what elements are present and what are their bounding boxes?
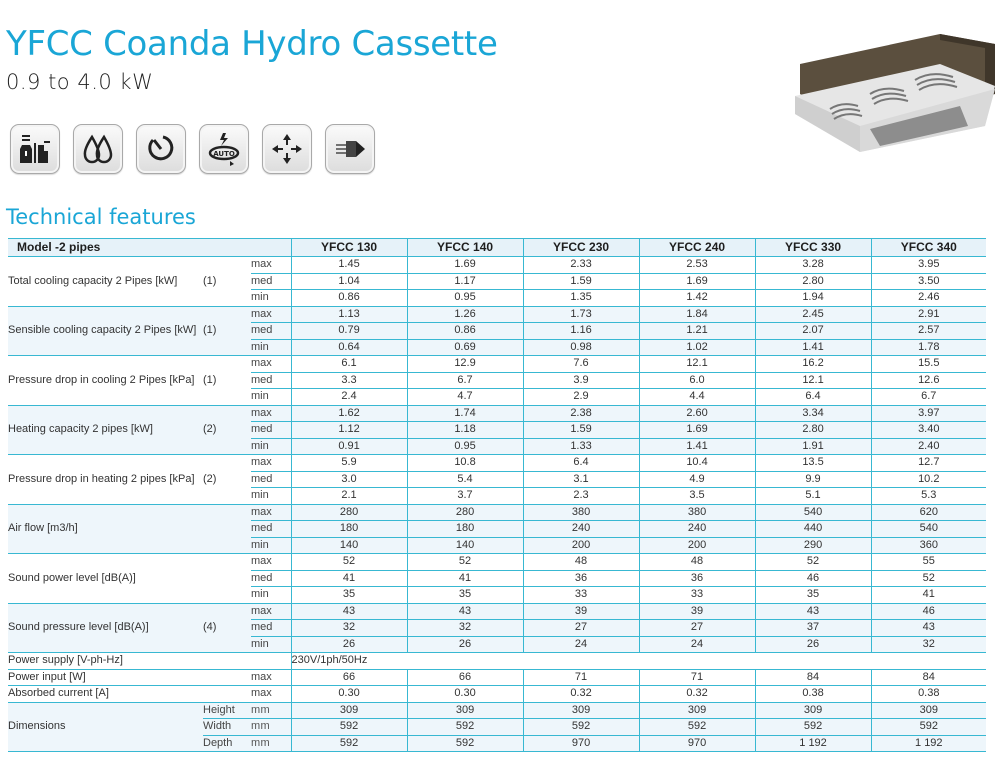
table-cell: 1.21 <box>639 323 755 340</box>
table-cell: 1.18 <box>407 422 523 439</box>
footnote-ref: (4) <box>203 621 217 634</box>
table-body <box>8 257 986 653</box>
row-label: Pressure drop in cooling 2 Pipes [kPa] <box>8 373 195 386</box>
table-cell: 0.69 <box>407 339 523 356</box>
table-cell: 4.4 <box>639 389 755 406</box>
table-cell: 10.8 <box>407 455 523 472</box>
row-sub-label: min <box>251 340 269 353</box>
table-row <box>8 554 986 571</box>
table-cell: 0.79 <box>291 323 407 340</box>
table-header-row <box>8 239 986 257</box>
table-cell: 71 <box>639 669 755 686</box>
table-cell: 1.16 <box>523 323 639 340</box>
row-sub-label: med <box>251 621 273 634</box>
table-cell: 592 <box>407 735 523 752</box>
table-cell: 592 <box>291 719 407 736</box>
table-cell: 0.95 <box>407 290 523 307</box>
dimension-label: Depth <box>203 736 233 749</box>
table-row <box>8 356 986 373</box>
table-cell: 540 <box>755 504 871 521</box>
table-cell: 180 <box>291 521 407 538</box>
table-cell: 46 <box>755 570 871 587</box>
table-cell: 1.13 <box>291 306 407 323</box>
table-cell: 2.38 <box>523 405 639 422</box>
auto-restart-icon <box>199 124 249 174</box>
row-sub-label: min <box>251 291 269 304</box>
table-cell: 12.9 <box>407 356 523 373</box>
table-cell: 540 <box>871 521 986 538</box>
row-label: Power input [W] <box>8 670 86 683</box>
table-cell: 24 <box>523 636 639 653</box>
row-sub-label: med <box>251 423 273 436</box>
table-cell: 71 <box>523 669 639 686</box>
table-cell: 52 <box>407 554 523 571</box>
section-title-technical-features: Technical features <box>6 205 196 229</box>
table-cell: 2.91 <box>871 306 986 323</box>
table-cell: 2.60 <box>639 405 755 422</box>
table-cell: 1.26 <box>407 306 523 323</box>
table-cell: 1.12 <box>291 422 407 439</box>
table-cell: 0.38 <box>871 686 986 703</box>
table-cell: 13.5 <box>755 455 871 472</box>
table-cell: 37 <box>755 620 871 637</box>
table-cell: 0.86 <box>407 323 523 340</box>
table-cell: 5.4 <box>407 471 523 488</box>
row-sub-label: min <box>251 538 269 551</box>
table-cell: 5.1 <box>755 488 871 505</box>
row-label: Dimensions <box>8 720 66 733</box>
model-header: YFCC 240 <box>639 239 755 257</box>
table-cell: 140 <box>291 537 407 554</box>
table-row <box>8 603 986 620</box>
table-cell: 43 <box>755 603 871 620</box>
table-cell: 1.69 <box>639 273 755 290</box>
table-cell: 1.59 <box>523 422 639 439</box>
table-cell: 2.33 <box>523 257 639 274</box>
table-cell: 0.38 <box>755 686 871 703</box>
table-cell: 592 <box>639 719 755 736</box>
table-cell: 200 <box>523 537 639 554</box>
table-cell: 1.59 <box>523 273 639 290</box>
timer-icon <box>136 124 186 174</box>
table-cell: 1.02 <box>639 339 755 356</box>
table-cell: 0.32 <box>523 686 639 703</box>
model-header: YFCC 140 <box>407 239 523 257</box>
table-cell: 2.45 <box>755 306 871 323</box>
table-cell: 84 <box>871 669 986 686</box>
table-cell: 2.53 <box>639 257 755 274</box>
table-cell: 290 <box>755 537 871 554</box>
table-cell: 5.9 <box>291 455 407 472</box>
table-cell: 1.04 <box>291 273 407 290</box>
row-label: Sound power level [dB(A)] <box>8 571 136 584</box>
table-cell: 6.7 <box>407 372 523 389</box>
table-cell: 1.42 <box>639 290 755 307</box>
dimensions-row-height <box>8 702 986 719</box>
table-cell: 200 <box>639 537 755 554</box>
table-cell: 55 <box>871 554 986 571</box>
footnote-ref: (2) <box>203 472 217 485</box>
table-cell: 1 192 <box>871 735 986 752</box>
table-cell: 1.17 <box>407 273 523 290</box>
table-cell: 7.6 <box>523 356 639 373</box>
product-image <box>790 34 1000 154</box>
table-cell: 2.80 <box>755 273 871 290</box>
table-cell: 26 <box>407 636 523 653</box>
table-cell: 2.1 <box>291 488 407 505</box>
footnote-ref: (1) <box>203 373 217 386</box>
footnote-ref: (1) <box>203 324 217 337</box>
table-cell: 1.74 <box>407 405 523 422</box>
table-cell: 380 <box>639 504 755 521</box>
row-label: Pressure drop in heating 2 pipes [kPa] <box>8 472 195 485</box>
table-cell: 3.3 <box>291 372 407 389</box>
table-cell: 2.9 <box>523 389 639 406</box>
table-cell: 1.73 <box>523 306 639 323</box>
table-cell: 52 <box>755 554 871 571</box>
row-sub-label: min <box>251 588 269 601</box>
table-cell: 970 <box>639 735 755 752</box>
table-cell: 41 <box>407 570 523 587</box>
table-cell: 52 <box>871 570 986 587</box>
row-sub-label: med <box>251 571 273 584</box>
table-cell: 3.95 <box>871 257 986 274</box>
table-cell: 3.34 <box>755 405 871 422</box>
row-sub-label: min <box>251 390 269 403</box>
model-header: YFCC 330 <box>755 239 871 257</box>
footnote-ref <box>203 554 251 604</box>
row-sub-label: max <box>251 357 272 370</box>
table-cell: 1.84 <box>639 306 755 323</box>
row-sub-label: med <box>251 373 273 386</box>
table-cell: 26 <box>755 636 871 653</box>
table-cell: 5.3 <box>871 488 986 505</box>
feature-icons <box>10 124 375 174</box>
table-cell: 440 <box>755 521 871 538</box>
table-cell: 309 <box>407 702 523 719</box>
table-cell: 1.41 <box>639 438 755 455</box>
power-supply-value: 230V/1ph/50Hz <box>291 653 986 670</box>
table-cell: 309 <box>755 702 871 719</box>
four-way-airflow-icon <box>262 124 312 174</box>
table-cell: 1.41 <box>755 339 871 356</box>
table-cell: 12.6 <box>871 372 986 389</box>
power-input-row <box>8 669 986 686</box>
table-cell: 309 <box>291 702 407 719</box>
table-cell: 309 <box>523 702 639 719</box>
table-cell: 43 <box>407 603 523 620</box>
table-cell: 309 <box>639 702 755 719</box>
table-cell: 35 <box>755 587 871 604</box>
table-cell: 309 <box>871 702 986 719</box>
table-cell: 32 <box>407 620 523 637</box>
table-cell: 66 <box>407 669 523 686</box>
table-cell: 27 <box>639 620 755 637</box>
table-cell: 32 <box>291 620 407 637</box>
svg-text:AUTO: AUTO <box>213 150 235 158</box>
table-row <box>8 306 986 323</box>
table-cell: 12.1 <box>755 372 871 389</box>
table-cell: 43 <box>291 603 407 620</box>
table-cell: 0.86 <box>291 290 407 307</box>
table-cell: 4.7 <box>407 389 523 406</box>
table-cell: 1 192 <box>755 735 871 752</box>
row-label: Sound pressure level [dB(A)] <box>8 621 149 634</box>
table-cell: 280 <box>407 504 523 521</box>
table-cell: 2.07 <box>755 323 871 340</box>
table-cell: 12.1 <box>639 356 755 373</box>
row-sub-label: max <box>251 406 272 419</box>
condensate-drops-icon <box>73 124 123 174</box>
table-row <box>8 405 986 422</box>
table-row <box>8 504 986 521</box>
table-cell: 39 <box>523 603 639 620</box>
row-sub-label: med <box>251 522 273 535</box>
table-cell: 3.9 <box>523 372 639 389</box>
row-sub-label: max <box>251 505 272 518</box>
table-cell: 36 <box>639 570 755 587</box>
table-cell: 4.9 <box>639 471 755 488</box>
row-sub-label: med <box>251 472 273 485</box>
table-cell: 2.57 <box>871 323 986 340</box>
table-cell: 240 <box>639 521 755 538</box>
row-sub-label: max <box>251 456 272 469</box>
table-cell: 0.64 <box>291 339 407 356</box>
table-cell: 1.69 <box>407 257 523 274</box>
table-cell: 15.5 <box>871 356 986 373</box>
table-cell: 6.0 <box>639 372 755 389</box>
row-sub-label: max <box>251 670 272 683</box>
table-cell: 52 <box>291 554 407 571</box>
table-cell: 0.91 <box>291 438 407 455</box>
fan-airflow-icon <box>325 124 375 174</box>
table-cell: 592 <box>755 719 871 736</box>
table-cell: 1.33 <box>523 438 639 455</box>
table-cell: 3.5 <box>639 488 755 505</box>
table-cell: 592 <box>407 719 523 736</box>
table-cell: 3.50 <box>871 273 986 290</box>
row-label: Sensible cooling capacity 2 Pipes [kW] <box>8 324 197 337</box>
technical-features-table <box>8 238 986 752</box>
table-body-tail <box>8 653 986 752</box>
dimension-unit: mm <box>251 703 270 716</box>
table-cell: 9.9 <box>755 471 871 488</box>
table-cell: 1.62 <box>291 405 407 422</box>
table-cell: 48 <box>639 554 755 571</box>
table-cell: 2.4 <box>291 389 407 406</box>
row-sub-label: min <box>251 637 269 650</box>
table-cell: 2.3 <box>523 488 639 505</box>
row-label: Total cooling capacity 2 Pipes [kW] <box>8 274 178 287</box>
table-cell: 1.35 <box>523 290 639 307</box>
table-cell: 6.4 <box>755 389 871 406</box>
table-cell: 2.46 <box>871 290 986 307</box>
row-sub-label: med <box>251 324 273 337</box>
table-cell: 3.0 <box>291 471 407 488</box>
table-cell: 592 <box>291 735 407 752</box>
table-cell: 26 <box>291 636 407 653</box>
absorbed-current-row <box>8 686 986 703</box>
table-cell: 66 <box>291 669 407 686</box>
table-cell: 12.7 <box>871 455 986 472</box>
table-cell: 10.4 <box>639 455 755 472</box>
model-header: YFCC 230 <box>523 239 639 257</box>
table-cell: 33 <box>523 587 639 604</box>
model-header: YFCC 340 <box>871 239 986 257</box>
row-label: Absorbed current [A] <box>8 687 109 700</box>
table-cell: 3.28 <box>755 257 871 274</box>
row-sub-label: min <box>251 439 269 452</box>
table-cell: 6.1 <box>291 356 407 373</box>
table-cell: 6.4 <box>523 455 639 472</box>
row-sub-label: max <box>251 555 272 568</box>
row-label: Air flow [m3/h] <box>8 522 78 535</box>
table-cell: 0.30 <box>407 686 523 703</box>
row-sub-label: min <box>251 489 269 502</box>
table-cell: 39 <box>639 603 755 620</box>
model-header: YFCC 130 <box>291 239 407 257</box>
table-cell: 36 <box>523 570 639 587</box>
footnote-ref: (2) <box>203 423 217 436</box>
table-cell: 3.7 <box>407 488 523 505</box>
page-title: YFCC Coanda Hydro Cassette <box>6 24 498 64</box>
table-cell: 380 <box>523 504 639 521</box>
footnote-ref: (1) <box>203 274 217 287</box>
capacity-range: 0.9 to 4.0 kW <box>6 70 154 94</box>
table-cell: 592 <box>523 719 639 736</box>
table-row <box>8 257 986 274</box>
table-cell: 33 <box>639 587 755 604</box>
table-cell: 180 <box>407 521 523 538</box>
table-cell: 48 <box>523 554 639 571</box>
table-cell: 2.40 <box>871 438 986 455</box>
row-sub-label: max <box>251 687 272 700</box>
table-cell: 1.94 <box>755 290 871 307</box>
table-cell: 0.95 <box>407 438 523 455</box>
table-cell: 970 <box>523 735 639 752</box>
dimension-label: Width <box>203 720 232 733</box>
table-cell: 3.40 <box>871 422 986 439</box>
table-cell: 592 <box>871 719 986 736</box>
model-header-label: Model -2 pipes <box>17 240 101 254</box>
dimension-label: Height <box>203 703 235 716</box>
table-cell: 0.30 <box>291 686 407 703</box>
power-supply-row <box>8 653 986 670</box>
dimension-unit: mm <box>251 720 270 733</box>
table-cell: 35 <box>407 587 523 604</box>
table-cell: 360 <box>871 537 986 554</box>
table-cell: 2.80 <box>755 422 871 439</box>
installation-icon <box>10 124 60 174</box>
table-row <box>8 455 986 472</box>
footnote-ref <box>203 504 251 554</box>
table-cell: 0.32 <box>639 686 755 703</box>
row-sub-label: med <box>251 274 273 287</box>
table-cell: 620 <box>871 504 986 521</box>
table-cell: 43 <box>871 620 986 637</box>
row-sub-label: max <box>251 258 272 271</box>
table-cell: 6.7 <box>871 389 986 406</box>
table-cell: 140 <box>407 537 523 554</box>
table-cell: 280 <box>291 504 407 521</box>
row-label: Power supply [V-ph-Hz] <box>8 654 123 667</box>
table-cell: 32 <box>871 636 986 653</box>
table-cell: 240 <box>523 521 639 538</box>
table-cell: 1.69 <box>639 422 755 439</box>
table-cell: 3.97 <box>871 405 986 422</box>
table-cell: 41 <box>871 587 986 604</box>
table-cell: 24 <box>639 636 755 653</box>
table-cell: 46 <box>871 603 986 620</box>
dimension-unit: mm <box>251 736 270 749</box>
table-cell: 27 <box>523 620 639 637</box>
table-cell: 1.78 <box>871 339 986 356</box>
table-cell: 41 <box>291 570 407 587</box>
table-cell: 10.2 <box>871 471 986 488</box>
table-cell: 3.1 <box>523 471 639 488</box>
row-sub-label: max <box>251 307 272 320</box>
table-cell: 35 <box>291 587 407 604</box>
table-cell: 16.2 <box>755 356 871 373</box>
table-cell: 1.91 <box>755 438 871 455</box>
table-cell: 1.45 <box>291 257 407 274</box>
table-cell: 84 <box>755 669 871 686</box>
row-label: Heating capacity 2 pipes [kW] <box>8 423 153 436</box>
table-cell: 0.98 <box>523 339 639 356</box>
row-sub-label: max <box>251 604 272 617</box>
